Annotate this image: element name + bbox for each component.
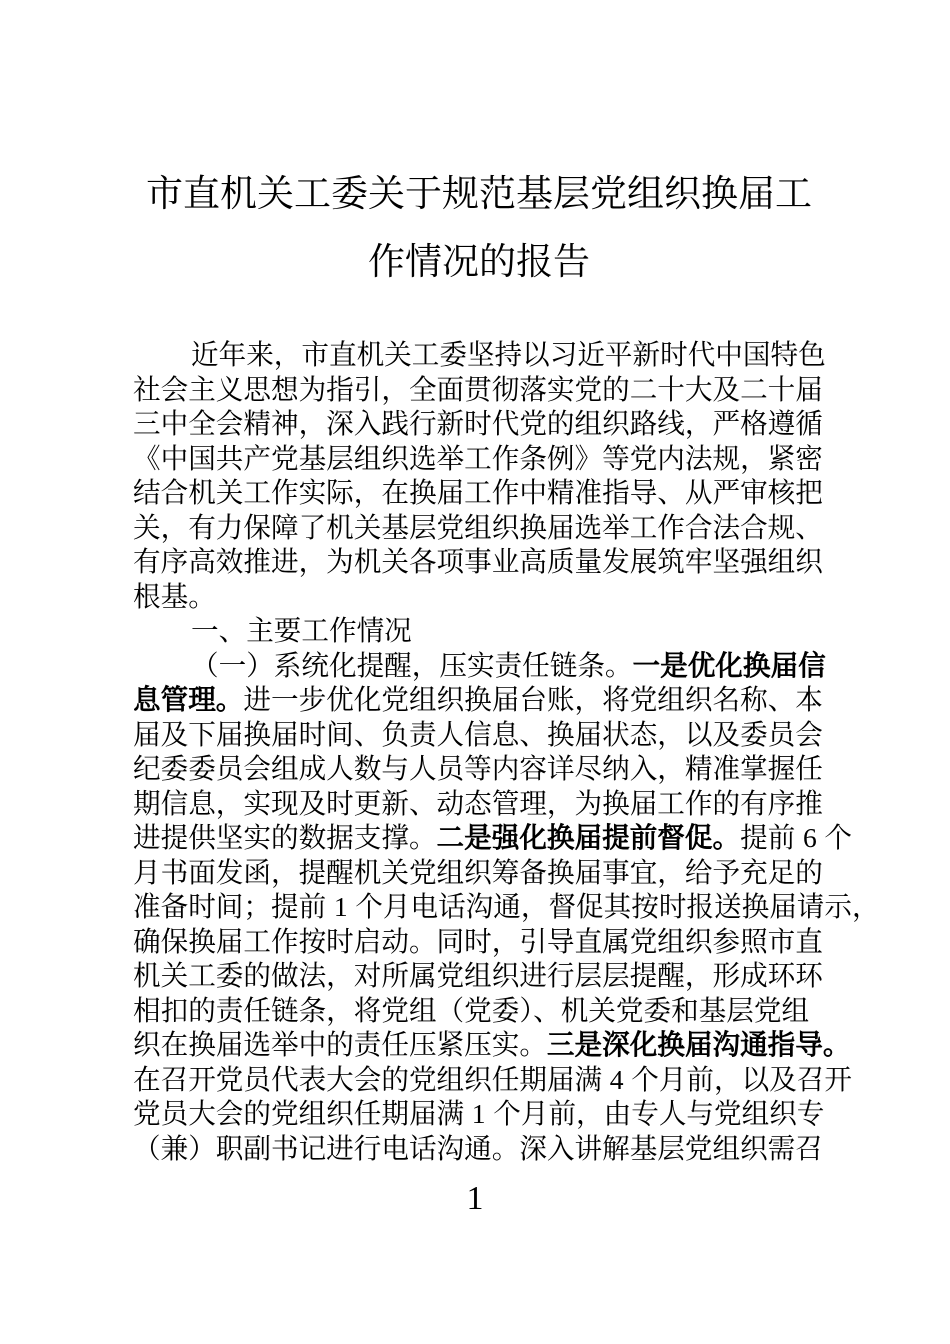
text-run: 纪委委员会组成人数与人员等内容详尽纳入，精准掌握任 — [133, 753, 823, 784]
text-run: 进一步优化党组织换届台账，将党组织名称、本 — [243, 684, 823, 715]
text-run: 织在换届选举中的责任压紧压实。 — [133, 1029, 547, 1060]
text-line — [133, 614, 825, 649]
text-run: 1 — [333, 891, 348, 922]
text-run: 准备时间；提前 — [133, 891, 334, 922]
text-run: 党员大会的党组织任期届满 — [133, 1098, 472, 1129]
text-run: 个月前，由专人与党组织专 — [485, 1098, 825, 1129]
text-run: 个 — [816, 822, 853, 853]
bold-text-run: 二是强化换届提前督促。 — [436, 822, 741, 853]
text-run: 有序高效推进，为机关各项事业高质量发展筑牢坚强组织 — [133, 546, 823, 577]
text-line — [133, 580, 825, 615]
page-number: 1 — [466, 1180, 484, 1217]
text-run: 一、主要工作情况 — [191, 615, 412, 646]
bold-text-run: 三是深化换届沟通指导。 — [546, 1029, 851, 1060]
text-run: 机关工委的做法，对所属党组织进行层层提醒，形成环环 — [133, 960, 823, 991]
text-line — [133, 718, 825, 753]
text-line — [133, 683, 825, 718]
text-line — [133, 890, 880, 925]
text-run: 届及下届换届时间、负责人信息、换届状态，以及委员会 — [133, 718, 823, 750]
text-line — [133, 1063, 852, 1098]
text-run: 社会主义思想为指引，全面贯彻落实党的二十大及二十届 — [133, 373, 823, 405]
text-line — [133, 925, 825, 960]
text-line — [133, 649, 825, 684]
text-line — [133, 373, 825, 408]
text-run: 关，有力保障了机关基层党组织换届选举工作合法合规、 — [133, 511, 823, 543]
text-line — [133, 787, 825, 822]
text-run: 1 — [471, 1098, 486, 1129]
text-run: 三中全会精神，深入践行新时代党的组织路线，严格遵循 — [133, 408, 823, 439]
text-line — [133, 821, 853, 856]
text-run: 提前 — [740, 822, 803, 853]
bold-text-run: 一是优化换届信 — [632, 649, 826, 681]
text-run: 进提供坚实的数据支撑。 — [133, 822, 437, 853]
text-run: 《中国共产党基层组织选举工作条例》等党内法规，紧密 — [133, 442, 823, 474]
text-line — [133, 442, 825, 477]
text-line — [133, 959, 825, 994]
text-line — [133, 752, 825, 787]
document-title-line-1: 市直机关工委关于规范基层党组织换届工 — [146, 173, 812, 214]
text-run: 根基。 — [133, 580, 216, 612]
text-run: 在召开党员代表大会的党组织任期届满 — [133, 1063, 610, 1095]
text-run: （兼）职副书记进行电话沟通。深入讲解基层党组织需召 — [133, 1132, 823, 1164]
text-run: 个月前，以及召开 — [623, 1063, 852, 1095]
text-line — [133, 856, 825, 891]
document-title-line-2: 作情况的报告 — [368, 241, 590, 282]
text-run: 结合机关工作实际，在换届工作中精准指导、从严审核把 — [133, 477, 823, 508]
text-run: 相扣的责任链条，将党组（党委）、机关党委和基层党组 — [133, 994, 810, 1026]
text-run: 个月电话沟通，督促其按时报送换届请示， — [347, 891, 880, 922]
text-line — [133, 545, 825, 580]
text-line — [133, 476, 825, 511]
text-line — [133, 511, 825, 546]
text-line — [133, 338, 825, 373]
text-line — [133, 994, 825, 1029]
text-run: 4 — [609, 1063, 624, 1095]
bold-text-run: 息管理。 — [133, 684, 244, 715]
text-line — [133, 1132, 825, 1167]
text-run: 确保换届工作按时启动。同时，引导直属党组织参照市直 — [133, 925, 823, 957]
text-line — [133, 1028, 851, 1063]
text-run: 月书面发函，提醒机关党组织筹备换届事宜，给予充足的 — [133, 856, 823, 888]
text-line — [133, 407, 825, 442]
text-run: 6 — [802, 822, 817, 853]
document-body — [133, 338, 880, 1166]
text-line — [133, 1097, 825, 1132]
text-run: 近年来，市直机关工委坚持以习近平新时代中国特色 — [191, 339, 826, 370]
text-run: 期信息，实现及时更新、动态管理，为换届工作的有序推 — [133, 787, 823, 819]
document-title — [129, 160, 829, 296]
text-run: （一）系统化提醒，压实责任链条。 — [191, 649, 633, 681]
